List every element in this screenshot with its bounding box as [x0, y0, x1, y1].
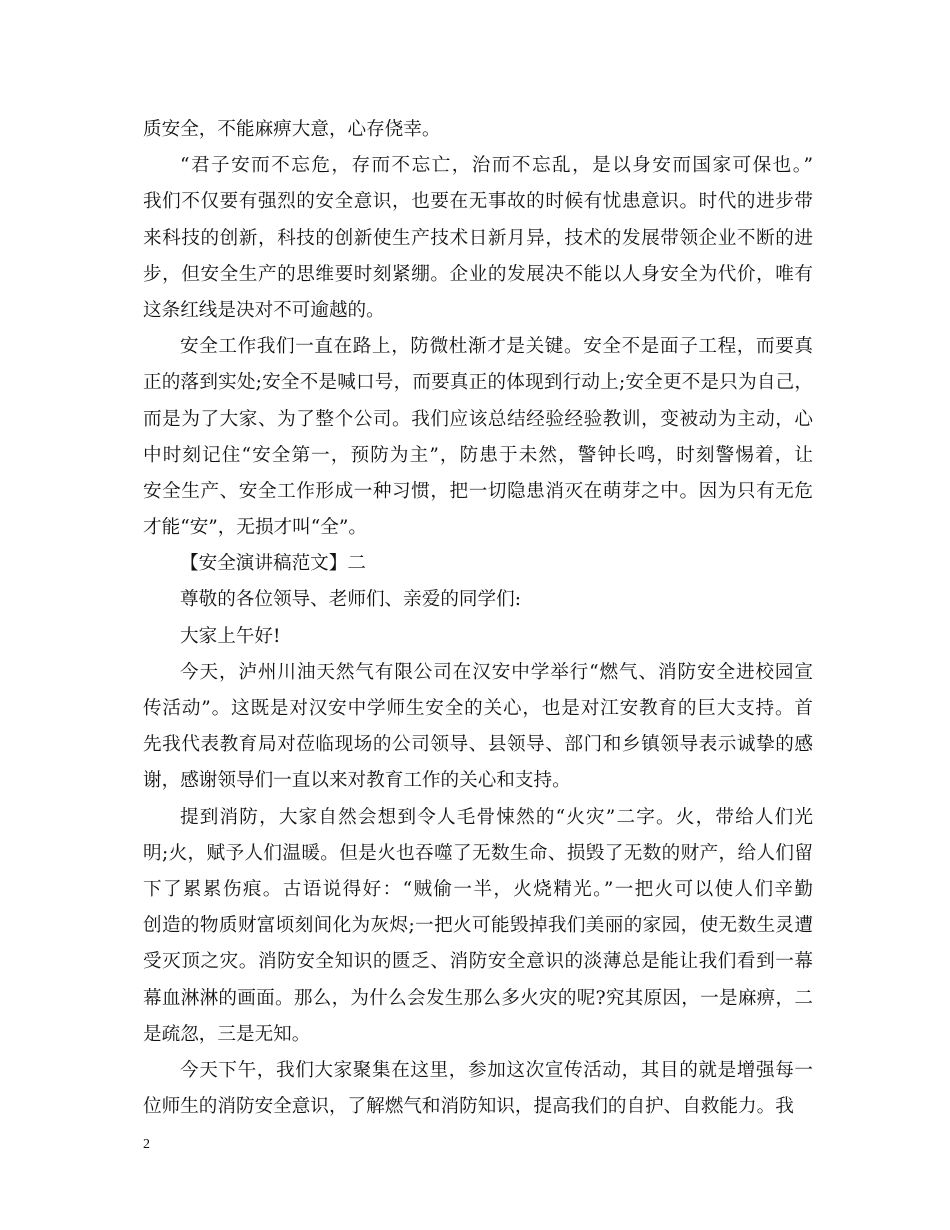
text-line: 今天，泸州川油天然气有限公司在汉安中学举行“燃气、消防安全进校园宣 — [180, 661, 813, 683]
text-line: 安全生产、安全工作形成一种习惯，把一切隐患消灭在萌芽之中。因为只有无危 — [143, 480, 813, 502]
text-line: 幕血淋淋的画面。那么，为什么会发生那么多火灾的呢?究其原因，一是麻痹，二 — [143, 987, 813, 1009]
paragraph-p8 — [143, 800, 813, 1053]
page-number: 2 — [143, 1137, 150, 1152]
paragraph-p2 — [143, 148, 813, 329]
document-body — [143, 112, 813, 1125]
text-line: 中时刻记住“安全第一，预防为主”，防患于未然，警钟长鸣，时刻警惕着，让 — [143, 444, 813, 466]
text-line: 才能“安”，无损才叫“全”。 — [143, 517, 367, 539]
text-line: 位师生的消防安全意识，了解燃气和消防知识，提高我们的自护、自救能力。我 — [143, 1096, 794, 1118]
paragraph-p3 — [143, 329, 813, 546]
text-line: 提到消防，大家自然会想到令人毛骨悚然的“火灾”二字。火，带给人们光 — [180, 806, 813, 828]
paragraph-p6 — [143, 619, 813, 655]
text-line: 正的落到实处;安全不是喊口号，而要真正的体现到行动上;安全更不是只为自己， — [143, 372, 813, 394]
text-line: 我们不仅要有强烈的安全意识，也要在无事故的时候有忧患意识。时代的进步带 — [143, 191, 813, 213]
text-line: 质安全，不能麻痹大意，心存侥幸。 — [143, 119, 441, 140]
text-line: 安全工作我们一直在路上，防微杜渐才是关键。安全不是面子工程，而要真 — [180, 336, 813, 358]
text-line: 明;火，赋予人们温暖。但是火也吞噬了无数生命、损毁了无数的财产，给人们留 — [143, 842, 813, 864]
text-line: 受灭顶之灾。消防安全知识的匮乏、消防安全意识的淡薄总是能让我们看到一幕 — [143, 951, 813, 973]
paragraph-p9 — [143, 1053, 813, 1125]
text-line: 尊敬的各位领导、老师们、亲爱的同学们: — [180, 589, 521, 611]
paragraph-p4 — [143, 546, 813, 582]
paragraph-p7 — [143, 655, 813, 800]
text-line: 传活动”。这既是对汉安中学师生安全的关心，也是对江安教育的巨大支持。首 — [143, 698, 813, 719]
text-line: 来科技的创新，科技的创新使生产技术日新月异，技术的发展带领企业不断的进 — [143, 227, 813, 249]
text-line: 这条红线是决对不可逾越的。 — [143, 299, 385, 321]
paragraph-p5 — [143, 582, 813, 618]
text-line: 下了累累伤痕。古语说得好：“贼偷一半，火烧精光。”一把火可以使人们辛勤 — [143, 878, 813, 900]
text-line: 是疏忽，三是无知。 — [143, 1023, 311, 1045]
text-line: 创造的物质财富顷刻间化为灰烬;一把火可能毁掉我们美丽的家园，使无数生灵遭 — [143, 915, 813, 937]
text-line: “君子安而不忘危，存而不忘亡，治而不忘乱，是以身安而国家可保也。” — [180, 155, 813, 177]
text-line: 谢，感谢领导们一直以来对教育工作的关心和支持。 — [143, 770, 571, 792]
text-line: 步，但安全生产的思维要时刻紧绷。企业的发展决不能以人身安全为代价，唯有 — [143, 263, 813, 285]
text-line: 【安全演讲稿范文】二 — [180, 553, 366, 575]
text-line: 先我代表教育局对莅临现场的公司领导、县领导、部门和乡镇领导表示诚挚的感 — [143, 734, 813, 756]
text-line: 大家上午好! — [180, 625, 281, 647]
text-line: 今天下午，我们大家聚集在这里，参加这次宣传活动，其目的就是增强每一 — [180, 1059, 813, 1081]
text-line: 而是为了大家、为了整个公司。我们应该总结经验经验教训，变被动为主动，心 — [143, 408, 813, 430]
paragraph-p1 — [143, 112, 813, 148]
